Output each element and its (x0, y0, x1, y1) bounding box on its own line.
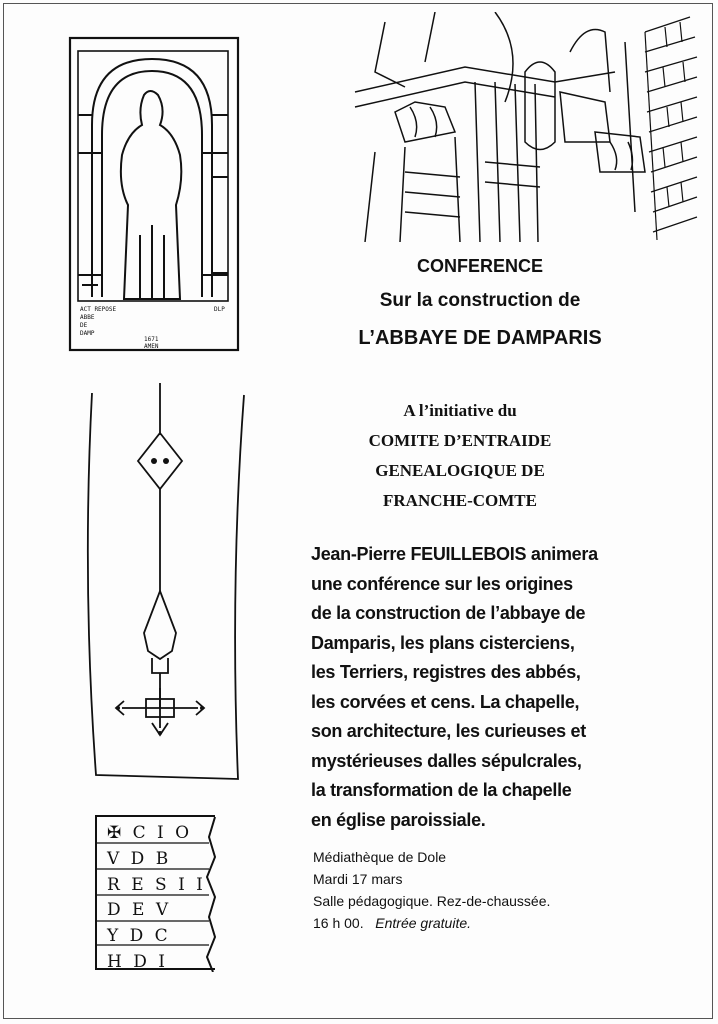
tablet-line: ✠ C I O (107, 823, 193, 843)
committee-name-3: FRANCHE-COMTE (383, 491, 537, 510)
venue-info (313, 846, 653, 934)
conference-title: CONFERENCE (416, 256, 543, 276)
venue-place: Médiathèque de Dole (313, 849, 447, 865)
committee-name-2: GENEALOGIQUE DE (375, 461, 545, 480)
venue-time: 16 h 00. (313, 915, 364, 931)
slab-text-6: AMEN (144, 343, 159, 350)
slab-corner-text: DLP (214, 306, 225, 313)
description-line: mystérieuses dalles sépulcrales, (311, 750, 582, 771)
abbey-title: L’ABBAYE DE DAMPARIS (358, 327, 602, 349)
cross-slab-drawing (62, 383, 252, 783)
description-line: son architecture, les curieuses et (311, 721, 586, 741)
description-line: les Terriers, registres des abbés, (311, 662, 581, 682)
description-line: Damparis, les plans cisterciens, (311, 632, 575, 653)
description-line: en église paroissiale. (311, 809, 486, 830)
initiative-label: A l’initiative du (403, 401, 517, 420)
venue-time-line (313, 912, 653, 934)
tablet-line: V D B (107, 848, 172, 869)
tablet-line: Y D C (107, 926, 171, 947)
slab-text-4: DAMP (80, 330, 95, 337)
tablet-line: R E S I I (107, 874, 206, 895)
slab-text-5: 1671 (144, 336, 159, 343)
description-line: la transformation de la chapelle (311, 780, 572, 800)
description-line: une conférence sur les origines (311, 573, 573, 594)
tomb-slab-drawing (62, 35, 242, 355)
conference-subtitle: Sur la construction de (379, 290, 581, 311)
slab-text-2: ABBE (80, 314, 95, 321)
venue-date: Mardi 17 mars (313, 871, 403, 887)
inscription-tablet (95, 815, 215, 970)
committee-name-1: COMITE D’ENTRAIDE (368, 431, 552, 450)
slab-text-1: ACT REPOSE (80, 306, 117, 313)
tablet-line: D E V (107, 900, 172, 921)
architecture-capital-drawing (345, 12, 705, 242)
description-line: Jean-Pierre FEUILLEBOIS animera (311, 544, 598, 564)
tablet-line: H D I (107, 951, 168, 972)
venue-entry: Entrée gratuite. (375, 915, 472, 931)
description-line: de la construction de l’abbaye de (311, 603, 586, 623)
description-paragraph (311, 540, 711, 835)
slab-text-3: DE (80, 322, 88, 329)
description-line: les corvées et cens. La chapelle, (311, 691, 580, 712)
venue-room: Salle pédagogique. Rez-de-chaussée. (313, 893, 551, 909)
